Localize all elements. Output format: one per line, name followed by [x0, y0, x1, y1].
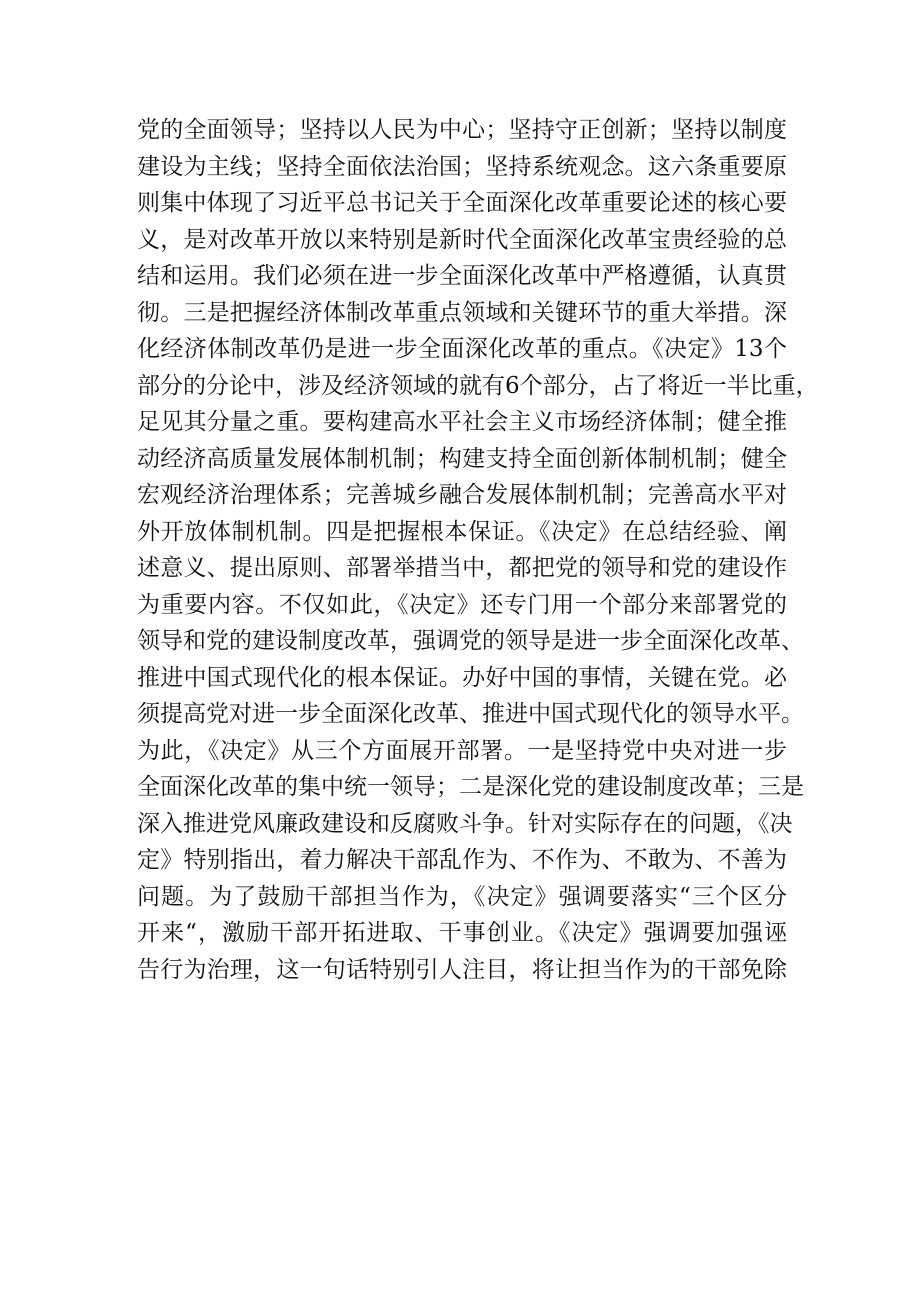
text-line: 开来“，激励干部开拓进取、干事创业。《决定》强调要加强诬 [137, 920, 787, 946]
text-line: 彻。三是把握经济体制改革重点领域和关键环节的重大举措。深 [137, 299, 787, 326]
body-text [137, 112, 819, 988]
text-line: 为此，《决定》从三个方面展开部署。一是坚持党中央对进一步 [137, 737, 787, 764]
text-line: 足见其分量之重。要构建高水平社会主义市场经济体制；健全推 [137, 409, 787, 435]
text-line: 述意义、提出原则、部署举措当中，都把党的领导和党的建设作 [137, 555, 787, 581]
text-line: 部分的分论中，涉及经济领域的就有6个部分，占了将近一半比重， [137, 372, 819, 399]
text-line: 结和运用。我们必须在进一步全面深化改革中严格遵循，认真贯 [137, 263, 787, 289]
text-line: 义，是对改革开放以来特别是新时代全面深化改革宝贵经验的总 [137, 226, 787, 253]
text-line: 定》特别指出，着力解决干部乱作为、不作为、不敢为、不善为 [137, 847, 787, 873]
text-line: 深入推进党风廉政建设和反腐败斗争。针对实际存在的问题，《决 [137, 810, 793, 837]
text-line: 则集中体现了习近平总书记关于全面深化改革重要论述的核心要 [137, 190, 787, 216]
text-line: 推进中国式现代化的根本保证。办好中国的事情，关键在党。必 [137, 664, 787, 691]
text-line: 须提高党对进一步全面深化改革、推进中国式现代化的领导水平。 [137, 701, 804, 727]
text-line: 全面深化改革的集中统一领导；二是深化党的建设制度改革；三是 [137, 774, 804, 800]
text-line: 问题。为了鼓励干部担当作为，《决定》强调要落实“三个区分 [137, 883, 787, 910]
text-line: 外开放体制机制。四是把握根本保证。《决定》在总结经验、阐 [137, 518, 787, 545]
text-line: 告行为治理，这一句话特别引人注目，将让担当作为的干部免除 [137, 956, 787, 983]
text-line: 宏观经济治理体系；完善城乡融合发展体制机制；完善高水平对 [137, 482, 787, 508]
text-line: 化经济体制改革仍是进一步全面深化改革的重点。《决定》13个 [137, 336, 787, 362]
text-line: 动经济高质量发展体制机制；构建支持全面创新体制机制；健全 [137, 445, 787, 472]
text-line: 领导和党的建设制度改革，强调党的领导是进一步全面深化改革、 [137, 628, 804, 654]
text-line: 党的全面领导；坚持以人民为中心；坚持守正创新；坚持以制度 [137, 117, 787, 143]
text-line: 建设为主线；坚持全面依法治国；坚持系统观念。这六条重要原 [137, 153, 787, 180]
text-line: 为重要内容。不仅如此，《决定》还专门用一个部分来部署党的 [137, 591, 787, 618]
